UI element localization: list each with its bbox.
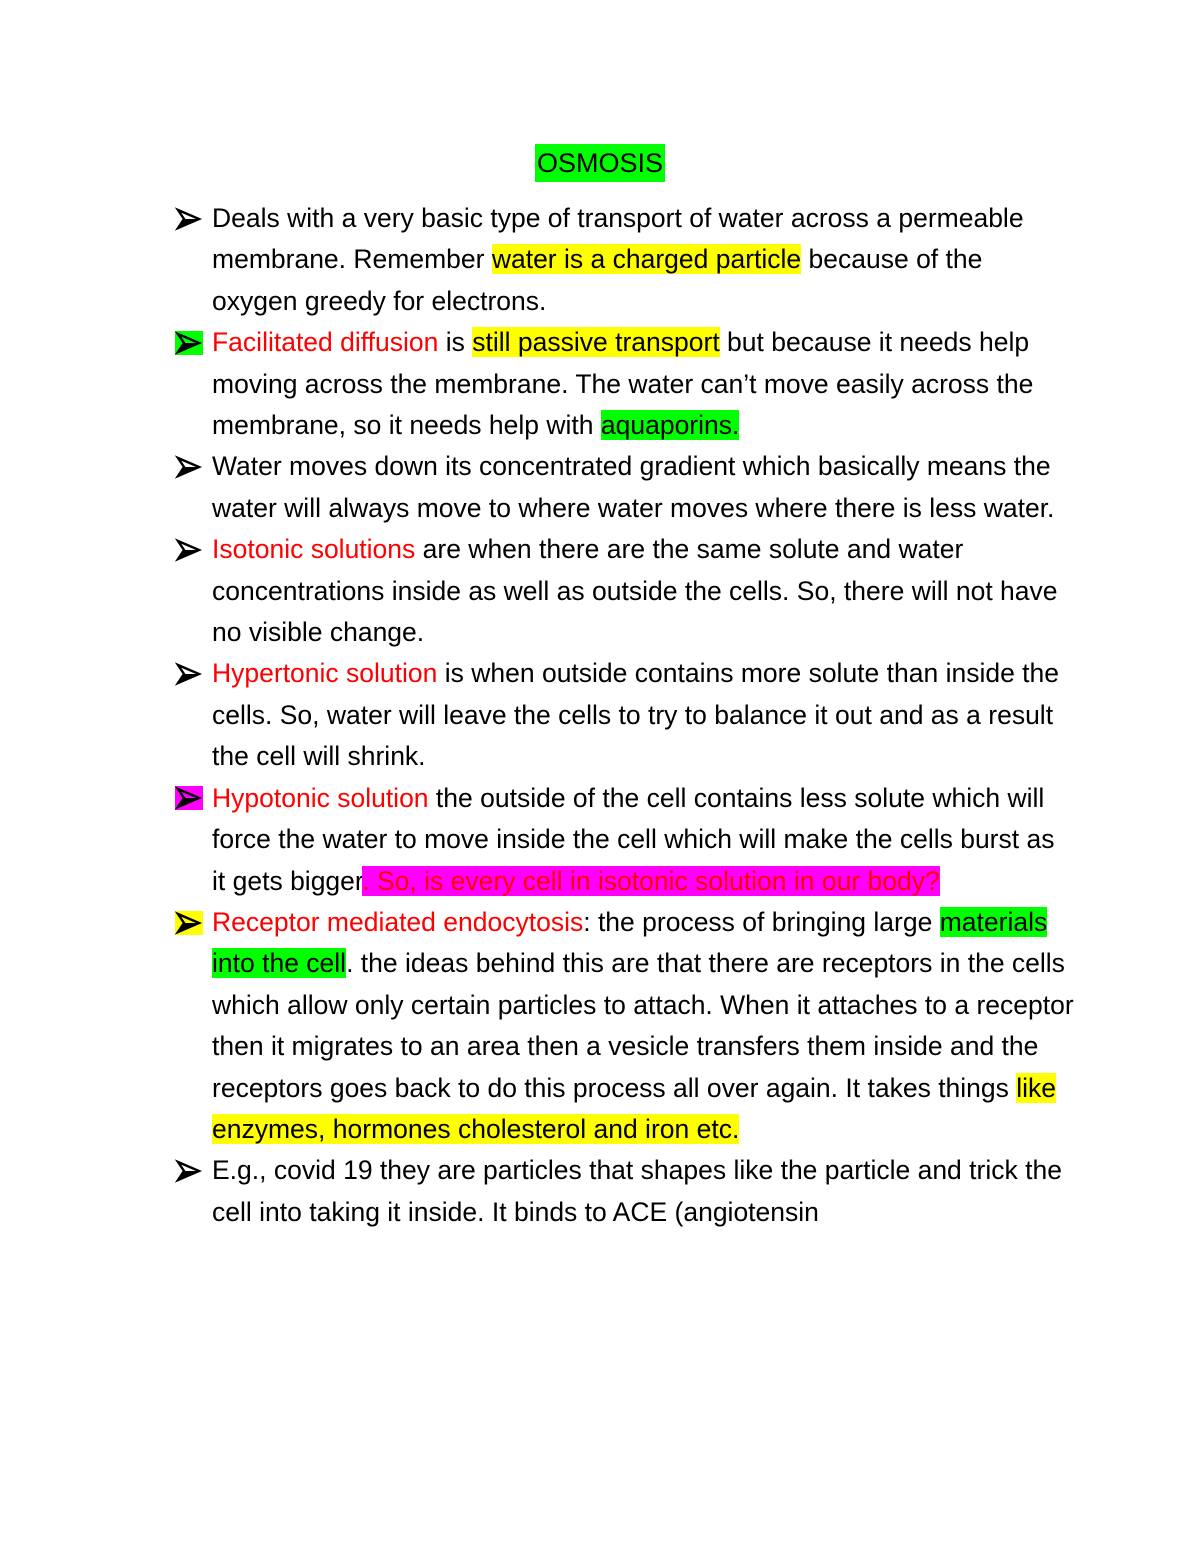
bullet-text (212, 1150, 1075, 1233)
key-term: Receptor mediated endocytosis (212, 906, 584, 937)
highlighted-text: aquaporins. (600, 410, 740, 441)
key-term: Hypotonic solution (212, 782, 429, 813)
title-container (0, 144, 1200, 182)
text-segment: . the ideas behind this are that there are receptors in the cells which allow only certain particles to attach. When it attaches to a receptor then it migrates to an area then a vesicle transfers them inside and the receptors goes back to do this process all over again. It takes things (212, 948, 1074, 1103)
highlighted-text: water is a charged particle (491, 244, 802, 275)
arrow-bullet-icon (175, 778, 209, 819)
text-segment: is when outside contains more solute than inside the cells. So, water will leave the cells to try to balance it out and as a result the cell will shrink. (212, 658, 1060, 772)
arrow-bullet-icon (175, 198, 209, 239)
highlighted-text: like enzymes, hormones cholesterol and iron etc. (212, 1072, 1057, 1144)
bullet-item (175, 902, 1075, 1150)
text-segment: are when there are the same solute and water concentrations inside as well as outside the cells. So, there will not have no visible change. (212, 534, 1058, 648)
bullet-text (212, 322, 1075, 446)
text-segment: but because it needs help moving across the membrane. The water can’t move easily across the membrane, so it needs help with (212, 327, 1034, 441)
text-segment: E.g., covid 19 they are particles that shapes like the particle and trick the cell into taking it inside. It binds to ACE (angiotensin (212, 1155, 1062, 1227)
key-term: Facilitated diffusion (212, 327, 439, 358)
text-segment: is (438, 327, 473, 358)
bullet-text (212, 446, 1075, 529)
highlighted-text: materials into the cell (212, 906, 1048, 979)
bullet-item (175, 778, 1075, 902)
arrow-bullet-icon (175, 322, 209, 363)
bullet-item (175, 198, 1075, 322)
text-segment: : the process of bringing large (583, 906, 940, 937)
bullet-text (212, 778, 1075, 902)
bullet-text (212, 653, 1075, 777)
text-segment: because of the oxygen greedy for electrons. (212, 244, 983, 316)
arrow-bullet-icon (175, 653, 209, 694)
key-term: Isotonic solutions (212, 534, 416, 565)
text-segment: Deals with a very basic type of transport of water across a permeable membrane. Remember (212, 203, 1024, 275)
text-segment: Water moves down its concentrated gradient which basically means the water will always move to where water moves where there is less water. (212, 451, 1055, 523)
key-term: . So, is every cell in isotonic solution in our body? (362, 865, 940, 896)
bullet-item (175, 446, 1075, 529)
highlighted-text: still passive transport (472, 327, 720, 358)
bullet-text (212, 902, 1075, 1150)
arrow-bullet-icon (175, 902, 209, 943)
key-term: Hypertonic solution (212, 658, 438, 689)
bullet-list (175, 198, 1075, 1233)
bullet-item (175, 1150, 1075, 1233)
arrow-bullet-icon (175, 529, 209, 570)
arrow-bullet-icon (175, 446, 209, 487)
bullet-item (175, 322, 1075, 446)
text-segment: the outside of the cell contains less solute which will force the water to move inside the cell which will make the cells burst as it gets bigger (212, 782, 1055, 896)
bullet-text (212, 529, 1075, 653)
bullet-item (175, 653, 1075, 777)
arrow-bullet-icon (175, 1150, 209, 1191)
page-title: OSMOSIS (535, 144, 665, 182)
bullet-item (175, 529, 1075, 653)
bullet-text (212, 198, 1075, 322)
